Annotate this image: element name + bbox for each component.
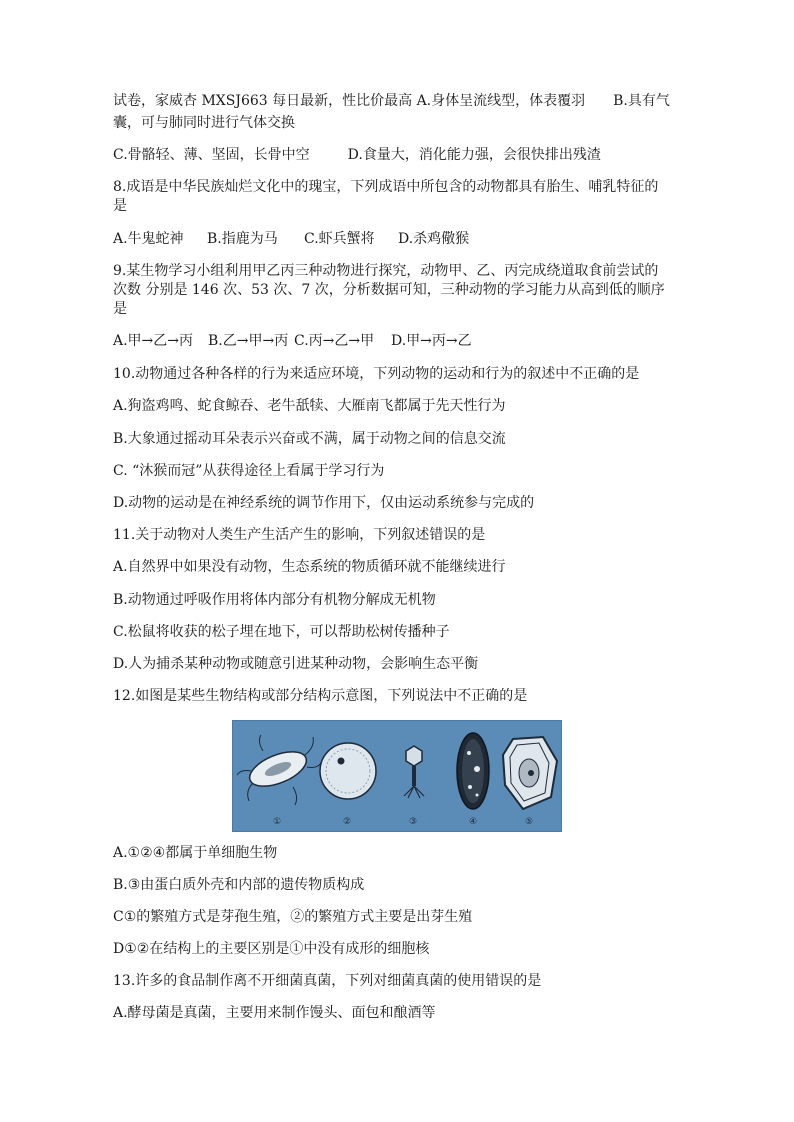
- plant-cell-drawing: [503, 737, 557, 809]
- q7-option-b-start: B.具有气: [613, 93, 670, 109]
- q9-option-a: A.甲→乙→丙: [113, 333, 194, 349]
- q7-option-b-cont: 囊，可与肺同时进行气体交换: [113, 115, 295, 131]
- figure-label-1: ①: [273, 817, 282, 827]
- organism-diagram: [233, 721, 561, 831]
- q10-option-d: D.动物的运动是在神经系统的调节作用下，仅由运动系统参与完成的: [113, 495, 535, 511]
- q11-option-c: C.松鼠将收获的松子埋在地下，可以帮助松树传播种子: [113, 624, 450, 640]
- q9-options: [113, 332, 703, 351]
- q8-options: [113, 230, 703, 249]
- organism-structure-figure: [232, 720, 562, 832]
- q8-stem-2: 是: [113, 198, 127, 214]
- figure-label-2: ②: [343, 817, 352, 827]
- figure-label-4: ④: [469, 817, 478, 827]
- q13-stem: 13.许多的食品制作离不开细菌真菌，下列对细菌真菌的使用错误的是: [113, 973, 542, 989]
- q9-option-d: D.甲→丙→乙: [391, 333, 472, 349]
- q12-option-b: B.③由蛋白质外壳和内部的遗传物质构成: [113, 877, 365, 893]
- q9-option-c: C.丙→乙→甲: [294, 333, 375, 349]
- virus-drawing: [404, 746, 424, 798]
- q7-options-cd: [113, 146, 703, 165]
- q7-option-d: D.食量大，消化能力强，会很快排出残渣: [347, 147, 601, 163]
- q10-option-b: B.大象通过摇动耳朵表示兴奋或不满，属于动物之间的信息交流: [113, 431, 506, 447]
- q12-option-a: A.①②④都属于单细胞生物: [113, 845, 278, 861]
- q9-stem-1: 9.某生物学习小组利用甲乙丙三种动物进行探究，动物甲、乙、丙完成绕道取食前尝试的: [113, 263, 659, 279]
- q13-option-a: A.酵母菌是真菌，主要用来制作馒头、面包和酿酒等: [113, 1005, 436, 1021]
- q11-stem: 11.关于动物对人类生产生活产生的影响，下列叙述错误的是: [113, 527, 486, 543]
- q10-stem: 10.动物通过各种各样的行为来适应环境，下列动物的运动和行为的叙述中不正确的是: [113, 366, 640, 382]
- q10-option-a: A.狗盗鸡鸣、蛇食鲸吞、老牛舐犊、大雁南飞都属于先天性行为: [113, 398, 506, 414]
- q11-option-a: A.自然界中如果没有动物，生态系统的物质循环就不能继续进行: [113, 559, 506, 575]
- q7-text-line-1: [113, 92, 703, 111]
- paramecium-drawing: [457, 733, 489, 809]
- bacterium-drawing: [237, 735, 321, 805]
- q8-option-a: A.牛鬼蛇神: [113, 231, 184, 247]
- q11-option-d: D.人为捕杀某种动物或随意引进某种动物，会影响生态平衡: [113, 656, 479, 672]
- q9-stem-3: 是: [113, 301, 127, 317]
- q8-option-c: C.虾兵蟹将: [304, 231, 375, 247]
- q8-stem-1: 8.成语是中华民族灿烂文化中的瑰宝，下列成语中所包含的动物都具有胎生、哺乳特征的: [113, 179, 659, 195]
- figure-label-3: ③: [409, 817, 418, 827]
- q8-option-d: D.杀鸡儆猴: [398, 231, 470, 247]
- q12-option-c: C①的繁殖方式是芽孢生殖，②的繁殖方式主要是出芽生殖: [113, 909, 473, 925]
- q11-option-b: B.动物通过呼吸作用将体内部分有机物分解成无机物: [113, 592, 436, 608]
- q9-stem-2: 次数 分别是 146 次、53 次、7 次，分析数据可知，三种动物的学习能力从高到低的顺序: [113, 282, 665, 298]
- figure-label-5: ⑤: [525, 817, 534, 827]
- q7-option-c: C.骨骼轻、薄、坚固，长骨中空: [113, 147, 310, 163]
- round-cell-drawing: [320, 743, 376, 799]
- q7-option-a-text: 试卷，家威杏 MXSJ663 每日最新，性比价最高 A.身体呈流线型，体表覆羽: [113, 93, 586, 109]
- q8-option-b: B.指鹿为马: [207, 231, 278, 247]
- q12-stem: 12.如图是某些生物结构或部分结构示意图，下列说法中不正确的是: [113, 688, 528, 704]
- q9-option-b: B.乙→甲→丙: [208, 333, 289, 349]
- q12-option-d: D①②在结构上的主要区别是①中没有成形的细胞核: [113, 941, 430, 957]
- q10-option-c: C. “沐猴而冠”从获得途径上看属于学习行为: [113, 463, 385, 479]
